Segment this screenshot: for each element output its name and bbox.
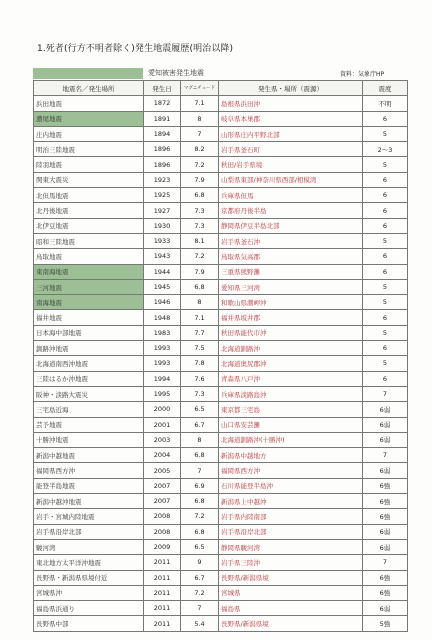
- earthquake-name: 昭和三陸地震: [34, 233, 144, 248]
- earthquake-location: 山口県安芸灘: [219, 417, 363, 432]
- table-row: [34, 570, 408, 585]
- earthquake-location: 和歌山県潮岬沖: [219, 295, 363, 310]
- earthquake-location: 青森県八戸沖: [219, 371, 363, 386]
- earthquake-magnitude: 7.2: [181, 585, 219, 600]
- earthquake-location: 愛知県三河湾: [219, 279, 363, 294]
- earthquake-location: 山形県庄内平野北部: [219, 126, 363, 141]
- earthquake-intensity: 5: [363, 157, 408, 172]
- earthquake-magnitude: 6.5: [181, 539, 219, 554]
- earthquake-year: 1945: [144, 279, 181, 294]
- earthquake-magnitude: 7.3: [181, 386, 219, 401]
- earthquake-intensity: 6: [363, 341, 408, 356]
- earthquake-intensity: 不明: [363, 96, 408, 111]
- earthquake-intensity: 6強: [363, 509, 408, 524]
- table-row: [34, 249, 408, 264]
- earthquake-intensity: 6: [363, 188, 408, 203]
- earthquake-intensity: 5: [363, 295, 408, 310]
- earthquake-year: 2001: [144, 417, 181, 432]
- earthquake-intensity: 6: [363, 111, 408, 126]
- table-body: [34, 96, 408, 631]
- table-row: [34, 310, 408, 325]
- earthquake-year: 1993: [144, 341, 181, 356]
- header-place: 発生県・場所（震源）: [219, 81, 363, 96]
- earthquake-name: 関東大震災: [34, 172, 144, 187]
- earthquake-magnitude: 7.1: [181, 310, 219, 325]
- earthquake-location: 宮城県: [219, 585, 363, 600]
- earthquake-location: 北海道釧路沖: [219, 341, 363, 356]
- earthquake-location: 秋田/岩手県境: [219, 157, 363, 172]
- earthquake-intensity: 7: [363, 555, 408, 570]
- earthquake-name: 長野県・新潟県県境付近: [34, 570, 144, 585]
- header-intensity: 震度: [363, 81, 408, 96]
- earthquake-location: 福島県: [219, 601, 363, 616]
- earthquake-location: 京都府丹後半島: [219, 203, 363, 218]
- earthquake-location: 岩手県釜石町: [219, 142, 363, 157]
- table-row: [34, 172, 408, 187]
- earthquake-intensity: 5: [363, 233, 408, 248]
- earthquake-magnitude: 7.9: [181, 264, 219, 279]
- earthquake-magnitude: 6.8: [181, 524, 219, 539]
- earthquake-magnitude: 7.3: [181, 218, 219, 233]
- earthquake-magnitude: 7.3: [181, 203, 219, 218]
- earthquake-year: 1891: [144, 111, 181, 126]
- earthquake-name: 北海道南西沖地震: [34, 356, 144, 371]
- earthquake-name: 三陸はるか沖地震: [34, 371, 144, 386]
- earthquake-magnitude: 7.5: [181, 341, 219, 356]
- earthquake-year: 2004: [144, 448, 181, 463]
- earthquake-name: 陸羽地震: [34, 157, 144, 172]
- table-row: [34, 96, 408, 111]
- earthquake-year: 2008: [144, 524, 181, 539]
- table-row: [34, 539, 408, 554]
- earthquake-intensity: 2〜3: [363, 142, 408, 157]
- earthquake-intensity: 6: [363, 310, 408, 325]
- earthquake-location: 鳥取県気高郡: [219, 249, 363, 264]
- earthquake-year: 2009: [144, 539, 181, 554]
- earthquake-magnitude: 9: [181, 555, 219, 570]
- earthquake-year: 2003: [144, 432, 181, 447]
- earthquake-name: 宮城県沖: [34, 585, 144, 600]
- earthquake-intensity: 6弱: [363, 463, 408, 478]
- table-header-row: [34, 81, 408, 96]
- table-row: [34, 233, 408, 248]
- earthquake-location: 東京都三宅島: [219, 402, 363, 417]
- earthquake-intensity: 6弱: [363, 524, 408, 539]
- earthquake-year: 1896: [144, 142, 181, 157]
- earthquake-magnitude: 6.8: [181, 448, 219, 463]
- earthquake-name: 北丹後地震: [34, 203, 144, 218]
- header-name: 地震名／発生場所: [34, 81, 144, 96]
- earthquake-magnitude: 7.2: [181, 249, 219, 264]
- earthquake-location: 静岡県伊豆半島北部: [219, 218, 363, 233]
- earthquake-name: 新潟中越沖地震: [34, 494, 144, 509]
- earthquake-magnitude: 6.9: [181, 478, 219, 493]
- earthquake-year: 1923: [144, 172, 181, 187]
- source-note: 資料：気象庁HP: [340, 71, 385, 78]
- earthquake-intensity: 7: [363, 386, 408, 401]
- earthquake-year: 1944: [144, 264, 181, 279]
- earthquake-name: 濃尾地震: [34, 111, 144, 126]
- earthquake-magnitude: 7.1: [181, 96, 219, 111]
- earthquake-location: 山梨県東部/神奈川県西部/相模湾: [219, 172, 363, 187]
- earthquake-year: 2000: [144, 402, 181, 417]
- table-row: [34, 494, 408, 509]
- earthquake-name: 岩手・宮城内陸地震: [34, 509, 144, 524]
- earthquake-magnitude: 7.6: [181, 371, 219, 386]
- earthquake-year: 2011: [144, 601, 181, 616]
- legend-label: 愛知被害発生地震: [148, 69, 204, 77]
- earthquake-location: 新潟県上中越沖: [219, 494, 363, 509]
- earthquake-intensity: 5: [363, 126, 408, 141]
- earthquake-location: 兵庫県淡路島沖: [219, 386, 363, 401]
- earthquake-location: 岩手県三陸沖: [219, 555, 363, 570]
- earthquake-location: 長野県/新潟県境: [219, 616, 363, 631]
- earthquake-magnitude: 8: [181, 432, 219, 447]
- earthquake-name: 阪神・淡路大震災: [34, 386, 144, 401]
- earthquake-intensity: 5: [363, 325, 408, 340]
- table-row: [34, 463, 408, 478]
- earthquake-name: 能登半島地震: [34, 478, 144, 493]
- table-row: [34, 478, 408, 493]
- earthquake-name: 新潟中越地震: [34, 448, 144, 463]
- earthquake-name: 長野県中部: [34, 616, 144, 631]
- table-row: [34, 341, 408, 356]
- earthquake-name: 三河地震: [34, 279, 144, 294]
- table-row: [34, 111, 408, 126]
- earthquake-name: 十勝沖地震: [34, 432, 144, 447]
- earthquake-intensity: 5: [363, 279, 408, 294]
- table-row: [34, 448, 408, 463]
- table-row: [34, 402, 408, 417]
- earthquake-year: 1927: [144, 203, 181, 218]
- earthquake-year: 1983: [144, 325, 181, 340]
- earthquake-location: 新潟県中越地方: [219, 448, 363, 463]
- earthquake-name: 釧路沖地震: [34, 341, 144, 356]
- earthquake-name: 庄内地震: [34, 126, 144, 141]
- earthquake-location: 三重県熊野灘: [219, 264, 363, 279]
- earthquake-magnitude: 8: [181, 111, 219, 126]
- earthquake-year: 1894: [144, 126, 181, 141]
- earthquake-magnitude: 7: [181, 601, 219, 616]
- table-row: [34, 432, 408, 447]
- earthquake-location: 岩手県内陸南部: [219, 509, 363, 524]
- earthquake-intensity: 6: [363, 218, 408, 233]
- document-title: 1.死者(行方不明者除く)発生地震履歴(明治以降): [37, 44, 234, 54]
- earthquake-intensity: 6強: [363, 585, 408, 600]
- earthquake-location: 福井県坂井郡: [219, 310, 363, 325]
- earthquake-year: 2007: [144, 478, 181, 493]
- earthquake-intensity: 6: [363, 203, 408, 218]
- earthquake-magnitude: 7.2: [181, 509, 219, 524]
- earthquake-magnitude: 7.9: [181, 172, 219, 187]
- table-row: [34, 371, 408, 386]
- earthquake-year: 2007: [144, 494, 181, 509]
- earthquake-name: 鳥取地震: [34, 249, 144, 264]
- earthquake-magnitude: 6.5: [181, 402, 219, 417]
- earthquake-year: 2011: [144, 616, 181, 631]
- earthquake-location: 静岡県駿河湾: [219, 539, 363, 554]
- earthquake-name: 北但馬地震: [34, 188, 144, 203]
- earthquake-year: 1930: [144, 218, 181, 233]
- table-row: [34, 524, 408, 539]
- earthquake-name: 東南海地震: [34, 264, 144, 279]
- earthquake-location: 島根県浜田沖: [219, 96, 363, 111]
- earthquake-name: 東北地方太平洋沖地震: [34, 555, 144, 570]
- earthquake-magnitude: 7: [181, 126, 219, 141]
- earthquake-magnitude: 8.2: [181, 142, 219, 157]
- table-row: [34, 279, 408, 294]
- earthquake-name: 福岡県西方沖: [34, 463, 144, 478]
- earthquake-magnitude: 6.7: [181, 417, 219, 432]
- table-row: [34, 203, 408, 218]
- earthquake-location: 岩手県釜石沖: [219, 233, 363, 248]
- earthquake-magnitude: 7.2: [181, 157, 219, 172]
- earthquake-location: 石川県能登半島沖: [219, 478, 363, 493]
- earthquake-magnitude: 8: [181, 295, 219, 310]
- header-magnitude: マグニチュード: [181, 81, 219, 96]
- earthquake-name: 福島県浜通り: [34, 601, 144, 616]
- table-row: [34, 356, 408, 371]
- earthquake-location: 秋田県能代市沖: [219, 325, 363, 340]
- table-row: [34, 325, 408, 340]
- earthquake-table: [33, 80, 408, 632]
- earthquake-location: 長野県/新潟県境: [219, 570, 363, 585]
- earthquake-year: 2008: [144, 509, 181, 524]
- earthquake-location: 北海道釧路沖(十勝沖): [219, 432, 363, 447]
- table-row: [34, 601, 408, 616]
- earthquake-year: 2005: [144, 463, 181, 478]
- earthquake-year: 1993: [144, 356, 181, 371]
- earthquake-location: 北海道奥尻郡沖: [219, 356, 363, 371]
- earthquake-name: 浜田地震: [34, 96, 144, 111]
- table-row: [34, 188, 408, 203]
- earthquake-year: 1943: [144, 249, 181, 264]
- earthquake-year: 1925: [144, 188, 181, 203]
- earthquake-intensity: 6: [363, 264, 408, 279]
- earthquake-magnitude: 7.8: [181, 356, 219, 371]
- earthquake-magnitude: 8.1: [181, 233, 219, 248]
- table-row: [34, 295, 408, 310]
- table-row: [34, 555, 408, 570]
- earthquake-name: 南海地震: [34, 295, 144, 310]
- earthquake-intensity: 6: [363, 371, 408, 386]
- earthquake-magnitude: 6.8: [181, 188, 219, 203]
- earthquake-intensity: 5強: [363, 616, 408, 631]
- table-row: [34, 126, 408, 141]
- earthquake-magnitude: 7: [181, 463, 219, 478]
- earthquake-intensity: 6: [363, 249, 408, 264]
- earthquake-name: 芸予地震: [34, 417, 144, 432]
- table-row: [34, 218, 408, 233]
- earthquake-year: 1946: [144, 295, 181, 310]
- earthquake-intensity: 5: [363, 356, 408, 371]
- table-row: [34, 509, 408, 524]
- earthquake-name: 北伊豆地震: [34, 218, 144, 233]
- legend-swatch: [33, 68, 143, 79]
- earthquake-year: 1933: [144, 233, 181, 248]
- earthquake-name: 駿河湾: [34, 539, 144, 554]
- earthquake-name: 三宅島近海: [34, 402, 144, 417]
- earthquake-name: 明治三陸地震: [34, 142, 144, 157]
- earthquake-year: 1994: [144, 371, 181, 386]
- table-row: [34, 157, 408, 172]
- earthquake-location: 岩手県沿岸北部: [219, 524, 363, 539]
- earthquake-year: 2011: [144, 570, 181, 585]
- earthquake-magnitude: 6.8: [181, 279, 219, 294]
- earthquake-location: 岐阜県本巣郡: [219, 111, 363, 126]
- earthquake-name: 岩手県沿岸北部: [34, 524, 144, 539]
- earthquake-intensity: 6弱: [363, 417, 408, 432]
- earthquake-magnitude: 6.8: [181, 494, 219, 509]
- earthquake-intensity: 6弱: [363, 432, 408, 447]
- table-row: [34, 142, 408, 157]
- table-row: [34, 585, 408, 600]
- earthquake-magnitude: 6.7: [181, 570, 219, 585]
- earthquake-location: 兵庫県但馬: [219, 188, 363, 203]
- earthquake-intensity: 6: [363, 172, 408, 187]
- earthquake-year: 1872: [144, 96, 181, 111]
- table-row: [34, 386, 408, 401]
- earthquake-name: 日本海中部地震: [34, 325, 144, 340]
- header-date: 発生日: [144, 81, 181, 96]
- earthquake-intensity: 6弱: [363, 402, 408, 417]
- table-row: [34, 264, 408, 279]
- earthquake-intensity: 6強: [363, 494, 408, 509]
- earthquake-intensity: 7: [363, 448, 408, 463]
- earthquake-year: 2011: [144, 555, 181, 570]
- earthquake-intensity: 6強: [363, 570, 408, 585]
- earthquake-intensity: 6弱: [363, 601, 408, 616]
- earthquake-year: 1948: [144, 310, 181, 325]
- earthquake-year: 2011: [144, 585, 181, 600]
- earthquake-year: 1995: [144, 386, 181, 401]
- earthquake-name: 福井地震: [34, 310, 144, 325]
- earthquake-magnitude: 5.4: [181, 616, 219, 631]
- earthquake-intensity: 6弱: [363, 539, 408, 554]
- table-row: [34, 616, 408, 631]
- earthquake-year: 1896: [144, 157, 181, 172]
- table-row: [34, 417, 408, 432]
- earthquake-intensity: 6強: [363, 478, 408, 493]
- earthquake-location: 福岡県西方沖: [219, 463, 363, 478]
- earthquake-magnitude: 7.7: [181, 325, 219, 340]
